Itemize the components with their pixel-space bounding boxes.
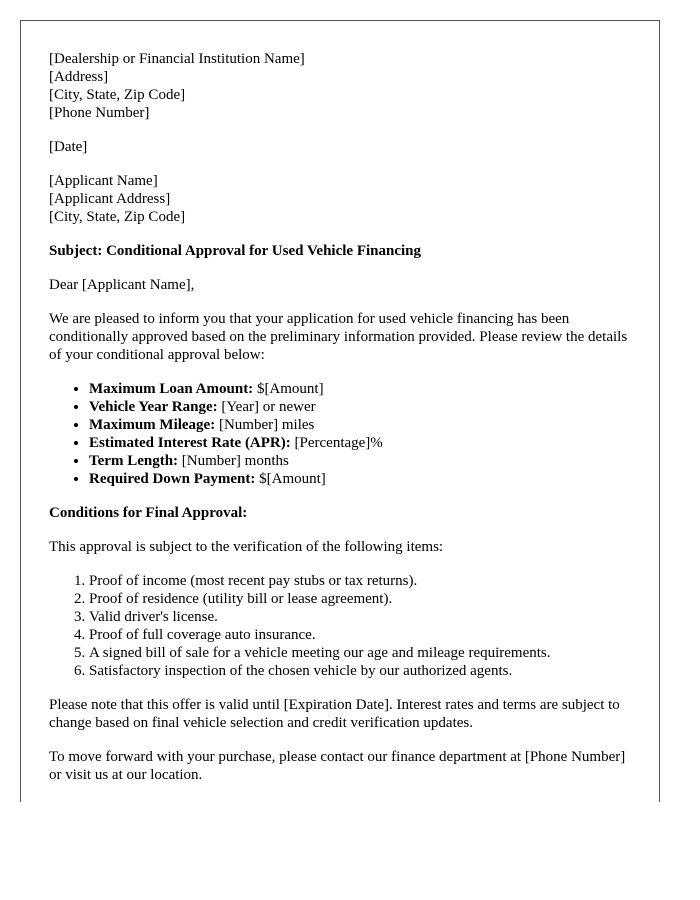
term-value: $[Amount] [253, 381, 324, 397]
term-item-interest-rate [89, 434, 631, 452]
term-item-mileage [89, 416, 631, 434]
term-label: Term Length: [89, 453, 179, 469]
term-label: Vehicle Year Range: [89, 399, 218, 415]
conditions-intro: This approval is subject to the verification of the following items: [49, 539, 444, 555]
letter-date: [Date] [49, 139, 88, 155]
term-item-down-payment [89, 470, 631, 488]
sender-block [49, 50, 631, 122]
conditions-heading: Conditions for Final Approval: [49, 505, 248, 521]
term-value: [Percentage]% [290, 435, 383, 451]
term-value: [Number] miles [215, 417, 315, 433]
term-value: $[Amount] [255, 471, 326, 487]
sender-city-state-zip: [City, State, Zip Code] [49, 87, 186, 103]
term-label: Maximum Loan Amount: [89, 381, 254, 397]
condition-item: 2. Proof of residence (utility bill or lease agreement). [89, 590, 631, 608]
condition-item: 1. Proof of income (most recent pay stubs or tax returns). [89, 572, 631, 590]
conditions-list [49, 572, 631, 680]
validity-note: Please note that this offer is valid until [Expiration Date]. Interest rates and terms are subject to change based on final vehicle selection and credit verification updates. [49, 697, 620, 731]
recipient-block [49, 172, 631, 226]
intro-paragraph: We are pleased to inform you that your application for used vehicle financing has been conditionally approved based on the preliminary information provided. Please review the details of your conditional approval below: [49, 311, 628, 363]
sender-address: [Address] [49, 69, 109, 85]
condition-item: 5. A signed bill of sale for a vehicle meeting our age and mileage requirements. [89, 644, 631, 662]
term-item-loan-amount [89, 380, 631, 398]
term-value: [Number] months [178, 453, 289, 469]
approval-terms-list [49, 380, 631, 488]
term-label: Estimated Interest Rate (APR): [89, 435, 291, 451]
term-label: Maximum Mileage: [89, 417, 216, 433]
condition-item: 6. Satisfactory inspection of the chosen vehicle by our authorized agents. [89, 662, 631, 680]
letter-page [20, 20, 660, 802]
sender-name: [Dealership or Financial Institution Name] [49, 51, 305, 67]
condition-item: 4. Proof of full coverage auto insurance. [89, 626, 631, 644]
recipient-city-state-zip: [City, State, Zip Code] [49, 209, 186, 225]
recipient-name: [Applicant Name] [49, 173, 158, 189]
salutation: Dear [Applicant Name], [49, 277, 195, 293]
term-item-term-length [89, 452, 631, 470]
closing-note: To move forward with your purchase, please contact our finance department at [Phone Number] or visit us at our location. [49, 749, 626, 783]
term-value: [Year] or newer [217, 399, 316, 415]
recipient-address: [Applicant Address] [49, 191, 171, 207]
term-label: Required Down Payment: [89, 471, 256, 487]
sender-phone: [Phone Number] [49, 105, 150, 121]
condition-item: 3. Valid driver's license. [89, 608, 631, 626]
subject-line: Subject: Conditional Approval for Used Vehicle Financing [49, 243, 421, 259]
term-item-year-range [89, 398, 631, 416]
